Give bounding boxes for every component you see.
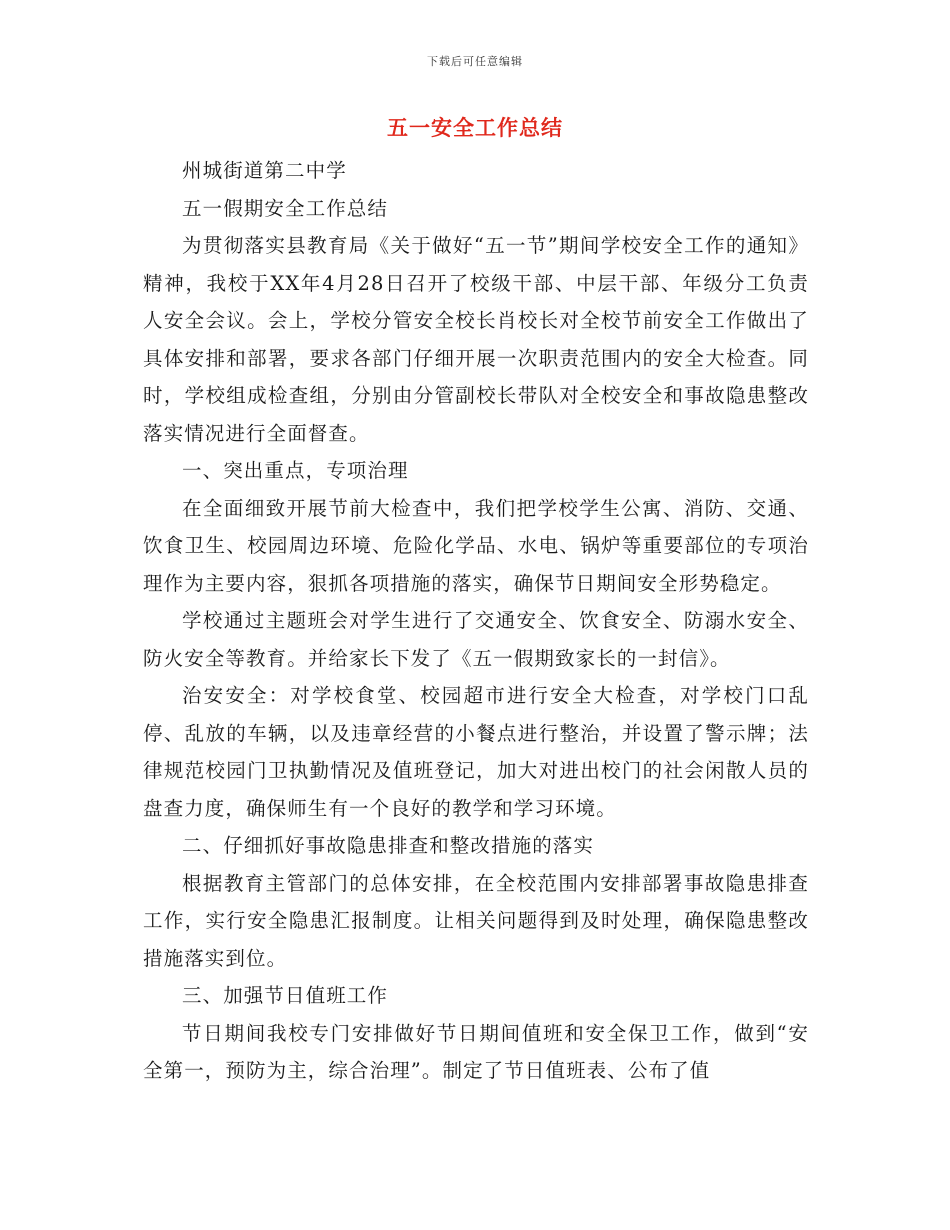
school-name: 州城街道第二中学 — [182, 159, 347, 182]
document-title: 五一安全工作总结 — [387, 115, 563, 140]
summary-heading: 五一假期安全工作总结 — [182, 196, 389, 220]
paragraph-public-security: 治安安全：对学校食堂、校园超市进行安全大检查，对学校门口乱停、乱放的车辆，以及违章经营的小餐点进行整治，并设置了警示牌；法律规范校园门卫执勤情况及值班登记，加大对进出校门的社会闲散人员的盘查力度，确保师生有一个良好的教学和学习环境。 — [143, 684, 809, 820]
header-note: 下载后可任意编辑 — [427, 55, 523, 68]
document-body — [143, 152, 809, 1090]
paragraph-class-meeting: 学校通过主题班会对学生进行了交通安全、饮食安全、防溺水安全、防火安全等教育。并给家长下发了《五一假期致家长的一封信》。 — [143, 609, 809, 670]
paragraph-inspection: 在全面细致开展节前大检查中，我们把学校学生公寓、消防、交通、饮食卫生、校园周边环境、危险化学品、水电、锅炉等重要部位的专项治理作为主要内容，狠抓各项措施的落实，确保节日期间安全形势稳定。 — [143, 496, 809, 595]
section-heading-2: 二、仔细抓好事故隐患排查和整改措施的落实 — [182, 834, 595, 857]
paragraph-hazard-check: 根据教育主管部门的总体安排，在全校范围内安排部署事故隐患排查工作，实行安全隐患汇报制度。让相关问题得到及时处理，确保隐患整改措施落实到位。 — [143, 871, 809, 970]
section-heading-1: 一、突出重点，专项治理 — [182, 459, 409, 482]
section-heading-3: 三、加强节日值班工作 — [182, 984, 389, 1007]
paragraph-duty: 节日期间我校专门安排做好节日期间值班和安全保卫工作，做到“安全第一，预防为主，综合治理”。制定了节日值班表、公布了值 — [143, 1021, 809, 1082]
paragraph-intro: 为贯彻落实县教育局《关于做好“五一节”期间学校安全工作的通知》精神，我校于XX年4月28日召开了校级干部、中层干部、年级分工负责人安全会议。会上，学校分管安全校长肖校长对全校节前安全工作做出了具体安排和部署，要求各部门仔细开展一次职责范围内的安全大检查。同时，学校组成检查组，分别由分管副校长带队对全校安全和事故隐患整改落实情况进行全面督查。 — [143, 234, 809, 445]
